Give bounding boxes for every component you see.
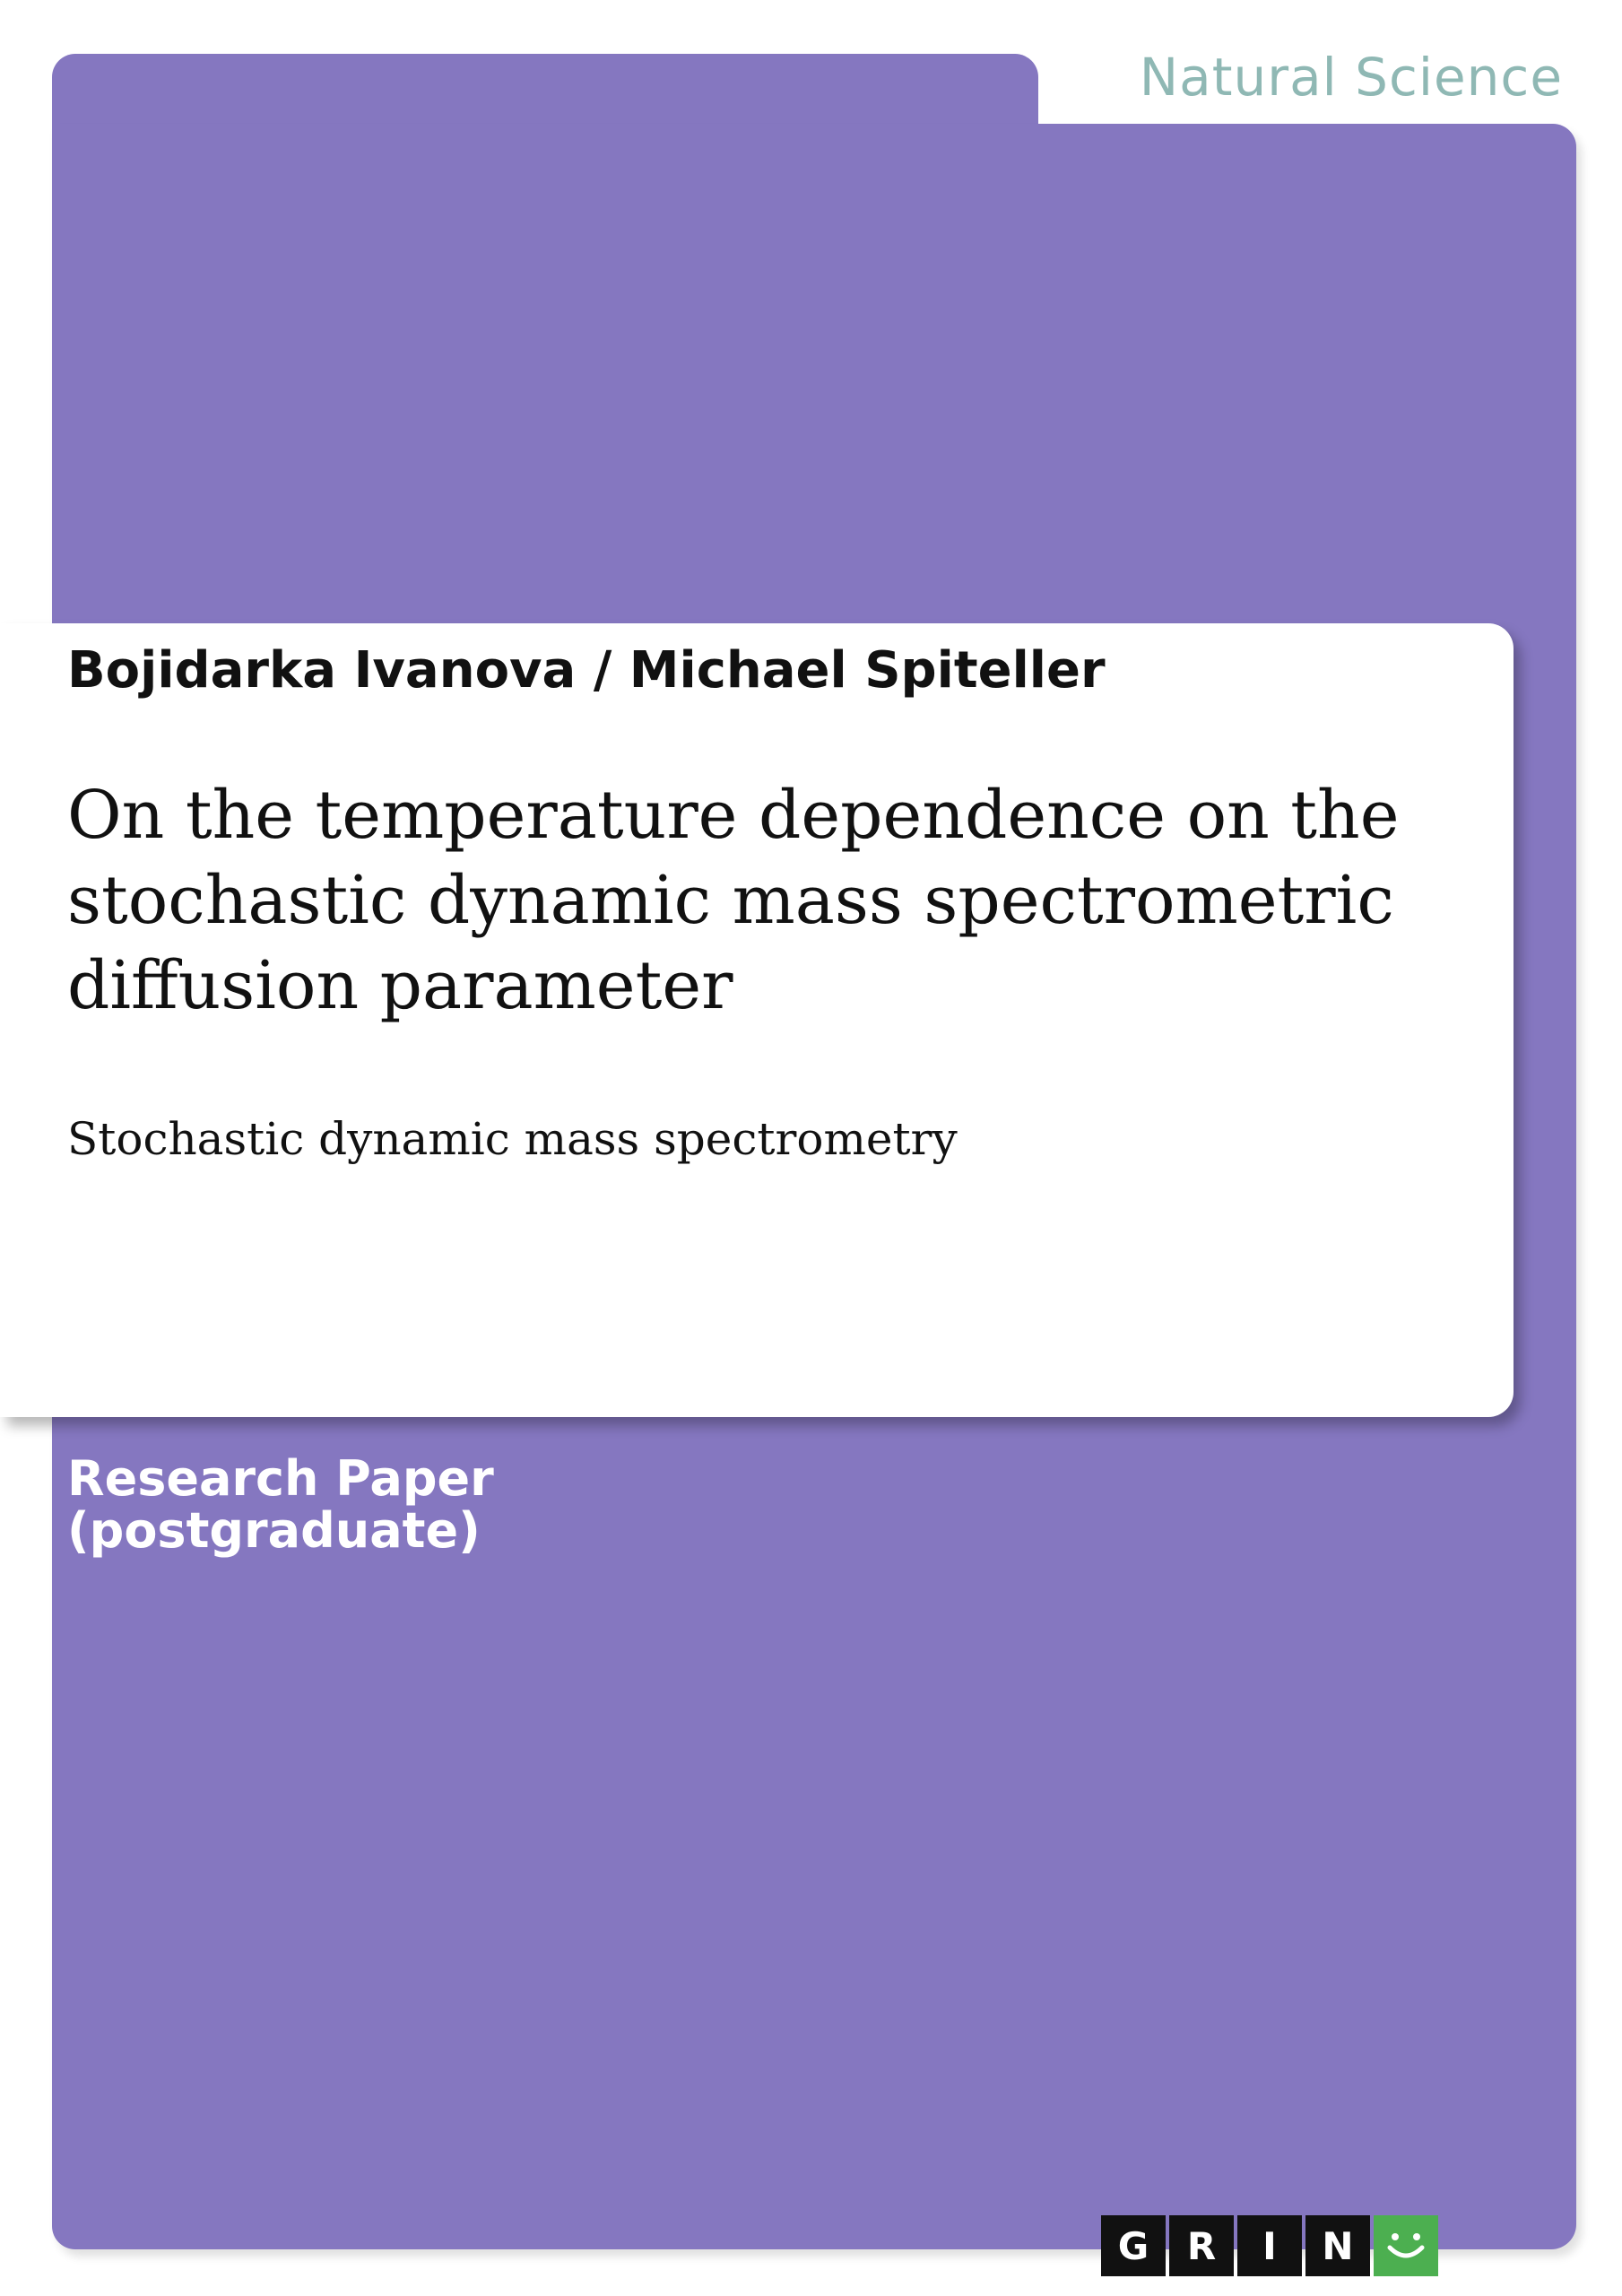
document-subtitle: Stochastic dynamic mass spectrometry <box>67 1113 958 1165</box>
grin-logo-letter-i: I <box>1237 2215 1302 2276</box>
document-type-line-1: Research Paper <box>67 1450 494 1507</box>
grin-logo <box>1101 2215 1438 2276</box>
smile-icon <box>1374 2215 1438 2276</box>
grin-logo-letter-n: N <box>1305 2215 1370 2276</box>
authors: Bojidarka Ivanova / Michael Spiteller <box>67 641 1106 700</box>
document-type-line-2: (postgraduate) <box>67 1502 481 1559</box>
document-type <box>67 1450 494 1559</box>
grin-logo-letter-g: G <box>1101 2215 1166 2276</box>
cover-fill <box>52 124 231 303</box>
smile-icon-svg <box>1383 2226 1429 2266</box>
category-label: Natural Science <box>1139 47 1563 108</box>
grin-logo-letter-r: R <box>1169 2215 1234 2276</box>
document-title: On the temperature dependence on the stochastic dynamic mass spectrometric diffusion parameter <box>67 777 1400 1024</box>
